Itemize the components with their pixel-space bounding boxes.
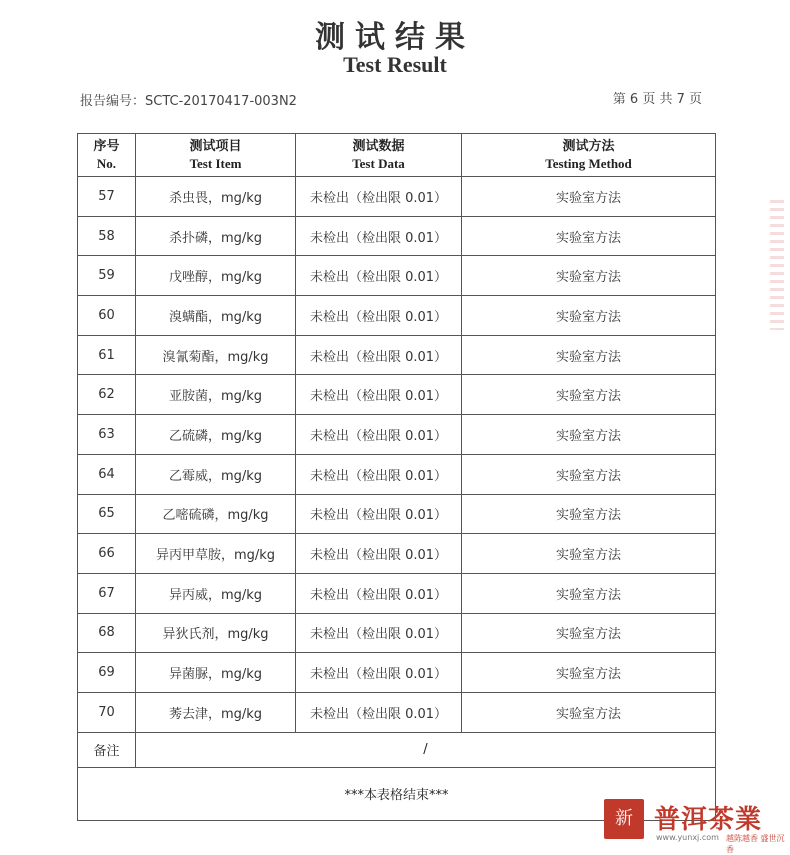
seal-edge-mark: [770, 200, 784, 330]
table-row: [78, 177, 716, 217]
column-header-no: 序号 No.: [78, 134, 136, 177]
cell-data: 未检出（检出限 0.01）: [296, 296, 462, 336]
table-row: [78, 653, 716, 693]
table-row: [78, 296, 716, 336]
cell-method: 实验室方法: [462, 494, 716, 534]
cell-data: 未检出（检出限 0.01）: [296, 573, 462, 613]
cell-data: 未检出（检出限 0.01）: [296, 692, 462, 732]
watermark-logo: [604, 797, 790, 854]
cell-data: 未检出（检出限 0.01）: [296, 375, 462, 415]
cell-data: 未检出（检出限 0.01）: [296, 653, 462, 693]
table-end-note: ***本表格结束***: [78, 767, 716, 820]
table-header-row: [78, 134, 716, 177]
column-header-item: 测试项目 Test Item: [136, 134, 296, 177]
table-row: [78, 454, 716, 494]
logo-slogan: 越陈越香 盛世沉香: [726, 834, 785, 854]
cell-method: 实验室方法: [462, 653, 716, 693]
page-number: 第 6 页 共 7 页: [612, 92, 702, 107]
table-row: [78, 534, 716, 574]
cell-item: 乙霉威，mg/kg: [136, 454, 296, 494]
cell-method: 实验室方法: [462, 335, 716, 375]
cell-method: 实验室方法: [462, 375, 716, 415]
table-row: [78, 375, 716, 415]
table-row: [78, 573, 716, 613]
cell-no: 68: [78, 613, 136, 653]
cell-data: 未检出（检出限 0.01）: [296, 454, 462, 494]
cell-no: 57: [78, 177, 136, 217]
cell-no: 65: [78, 494, 136, 534]
cell-no: 62: [78, 375, 136, 415]
cell-item: 溴螨酯，mg/kg: [136, 296, 296, 336]
cell-data: 未检出（检出限 0.01）: [296, 335, 462, 375]
cell-no: 61: [78, 335, 136, 375]
column-header-data: 测试数据 Test Data: [296, 134, 462, 177]
remark-label: 备注: [78, 732, 136, 767]
cell-no: 66: [78, 534, 136, 574]
cell-method: 实验室方法: [462, 573, 716, 613]
cell-item: 杀虫畏，mg/kg: [136, 177, 296, 217]
cell-no: 67: [78, 573, 136, 613]
cell-method: 实验室方法: [462, 256, 716, 296]
cell-data: 未检出（检出限 0.01）: [296, 534, 462, 574]
table-row: [78, 335, 716, 375]
cell-data: 未检出（检出限 0.01）: [296, 415, 462, 455]
table-row: [78, 613, 716, 653]
report-number: 报告编号：SCTC-20170417-003N2: [80, 94, 297, 109]
cell-no: 70: [78, 692, 136, 732]
test-result-table: [77, 133, 716, 821]
cell-item: 亚胺菌，mg/kg: [136, 375, 296, 415]
cell-method: 实验室方法: [462, 216, 716, 256]
cell-method: 实验室方法: [462, 613, 716, 653]
cell-item: 异菌脲，mg/kg: [136, 653, 296, 693]
logo-url: www.yunxj.com: [656, 833, 719, 842]
cell-item: 莠去津，mg/kg: [136, 692, 296, 732]
table-row: [78, 256, 716, 296]
remark-value: /: [136, 732, 716, 767]
cell-no: 60: [78, 296, 136, 336]
cell-data: 未检出（检出限 0.01）: [296, 613, 462, 653]
cell-data: 未检出（检出限 0.01）: [296, 494, 462, 534]
cell-item: 异丙威，mg/kg: [136, 573, 296, 613]
cell-method: 实验室方法: [462, 177, 716, 217]
cell-no: 69: [78, 653, 136, 693]
cell-item: 异丙甲草胺，mg/kg: [136, 534, 296, 574]
table-row: [78, 692, 716, 732]
cell-data: 未检出（检出限 0.01）: [296, 177, 462, 217]
cell-no: 59: [78, 256, 136, 296]
cell-item: 异狄氏剂，mg/kg: [136, 613, 296, 653]
cell-method: 实验室方法: [462, 534, 716, 574]
remark-row: [78, 732, 716, 767]
table-row: [78, 216, 716, 256]
cell-item: 乙硫磷，mg/kg: [136, 415, 296, 455]
title-cn: 测试结果: [315, 20, 475, 55]
cell-item: 戊唑醇，mg/kg: [136, 256, 296, 296]
cell-no: 58: [78, 216, 136, 256]
cell-item: 杀扑磷，mg/kg: [136, 216, 296, 256]
column-header-method: 测试方法 Testing Method: [462, 134, 716, 177]
cell-method: 实验室方法: [462, 296, 716, 336]
cell-no: 63: [78, 415, 136, 455]
logo-name: 普洱茶業: [654, 805, 763, 835]
table-row: [78, 415, 716, 455]
cell-method: 实验室方法: [462, 454, 716, 494]
cell-method: 实验室方法: [462, 692, 716, 732]
title-en: Test Result: [343, 52, 447, 77]
cell-data: 未检出（检出限 0.01）: [296, 256, 462, 296]
table-row: [78, 494, 716, 534]
cell-no: 64: [78, 454, 136, 494]
logo-seal-icon: 新: [604, 799, 644, 839]
cell-method: 实验室方法: [462, 415, 716, 455]
cell-item: 溴氰菊酯，mg/kg: [136, 335, 296, 375]
cell-data: 未检出（检出限 0.01）: [296, 216, 462, 256]
cell-item: 乙嘧硫磷，mg/kg: [136, 494, 296, 534]
